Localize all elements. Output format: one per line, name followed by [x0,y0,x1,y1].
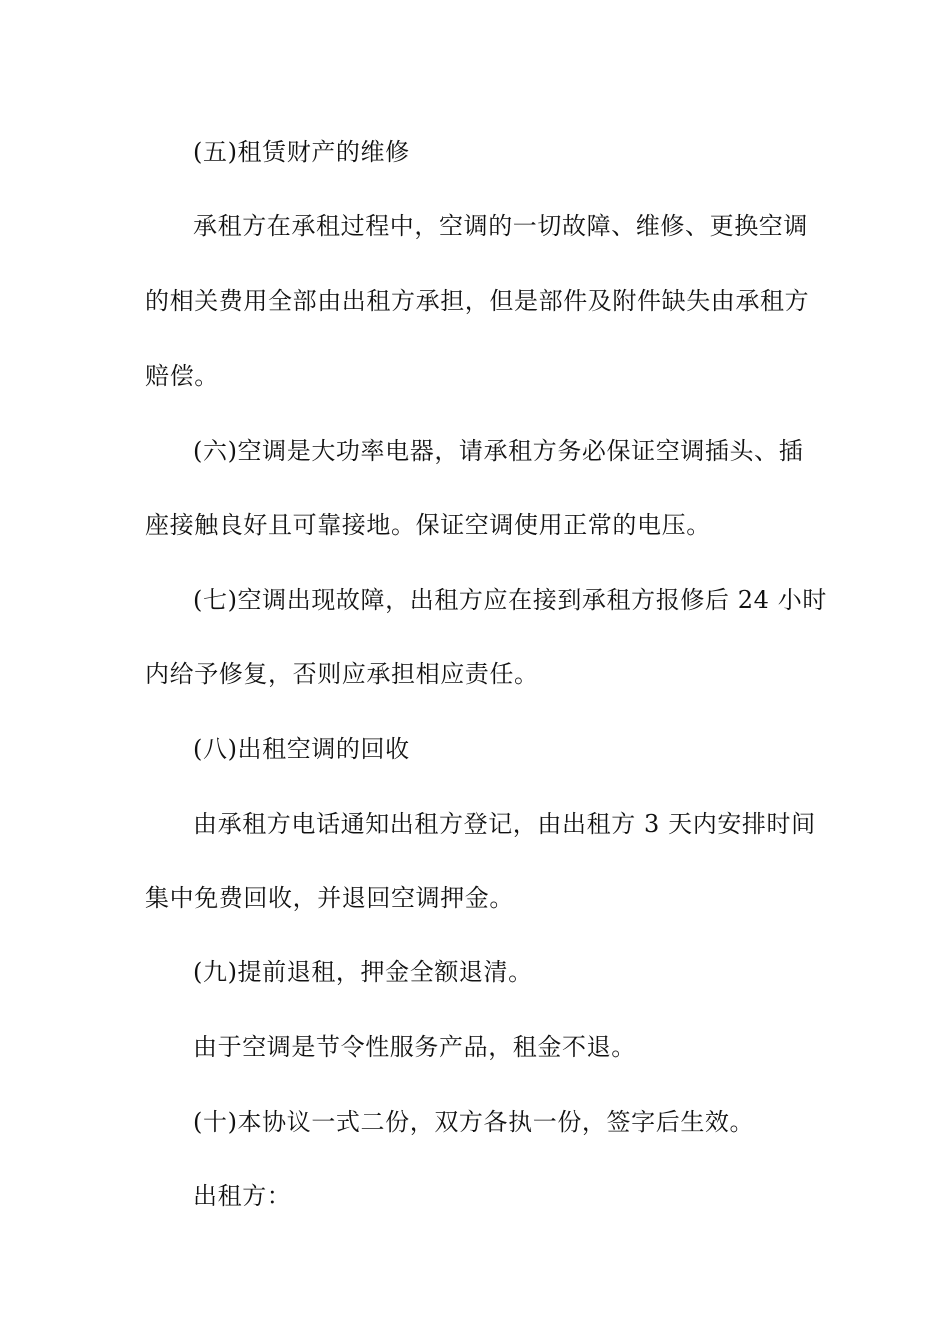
paragraph-line: 的相关费用全部由出租方承担，但是部件及附件缺失由承租方 [145,287,810,315]
section-heading-7: (七)空调出现故障，出租方应在接到承租方报修后 24 小时 [193,586,827,614]
section-heading-5: (五)租赁财产的维修 [193,138,410,166]
paragraph-line: 由承租方电话通知出租方登记，由出租方 3 天内安排时间 [193,810,816,838]
paragraph-line: 内给予修复，否则应承担相应责任。 [145,660,539,688]
section-heading-8: (八)出租空调的回收 [193,735,410,763]
section-heading-6: (六)空调是大功率电器，请承租方务必保证空调插头、插 [193,437,804,465]
paragraph-line: 赔偿。 [145,362,219,390]
paragraph-line: 座接触良好且可靠接地。保证空调使用正常的电压。 [145,511,711,539]
section-heading-9: (九)提前退租，押金全额退清。 [193,958,533,986]
paragraph-line: 承租方在承租过程中，空调的一切故障、维修、更换空调 [193,212,808,240]
section-heading-10: (十)本协议一式二份，双方各执一份，签字后生效。 [193,1108,755,1136]
paragraph-line: 集中免费回收，并退回空调押金。 [145,884,514,912]
lessor-signature-label: 出租方： [193,1182,292,1210]
paragraph-line: 由于空调是节令性服务产品，租金不退。 [193,1033,636,1061]
